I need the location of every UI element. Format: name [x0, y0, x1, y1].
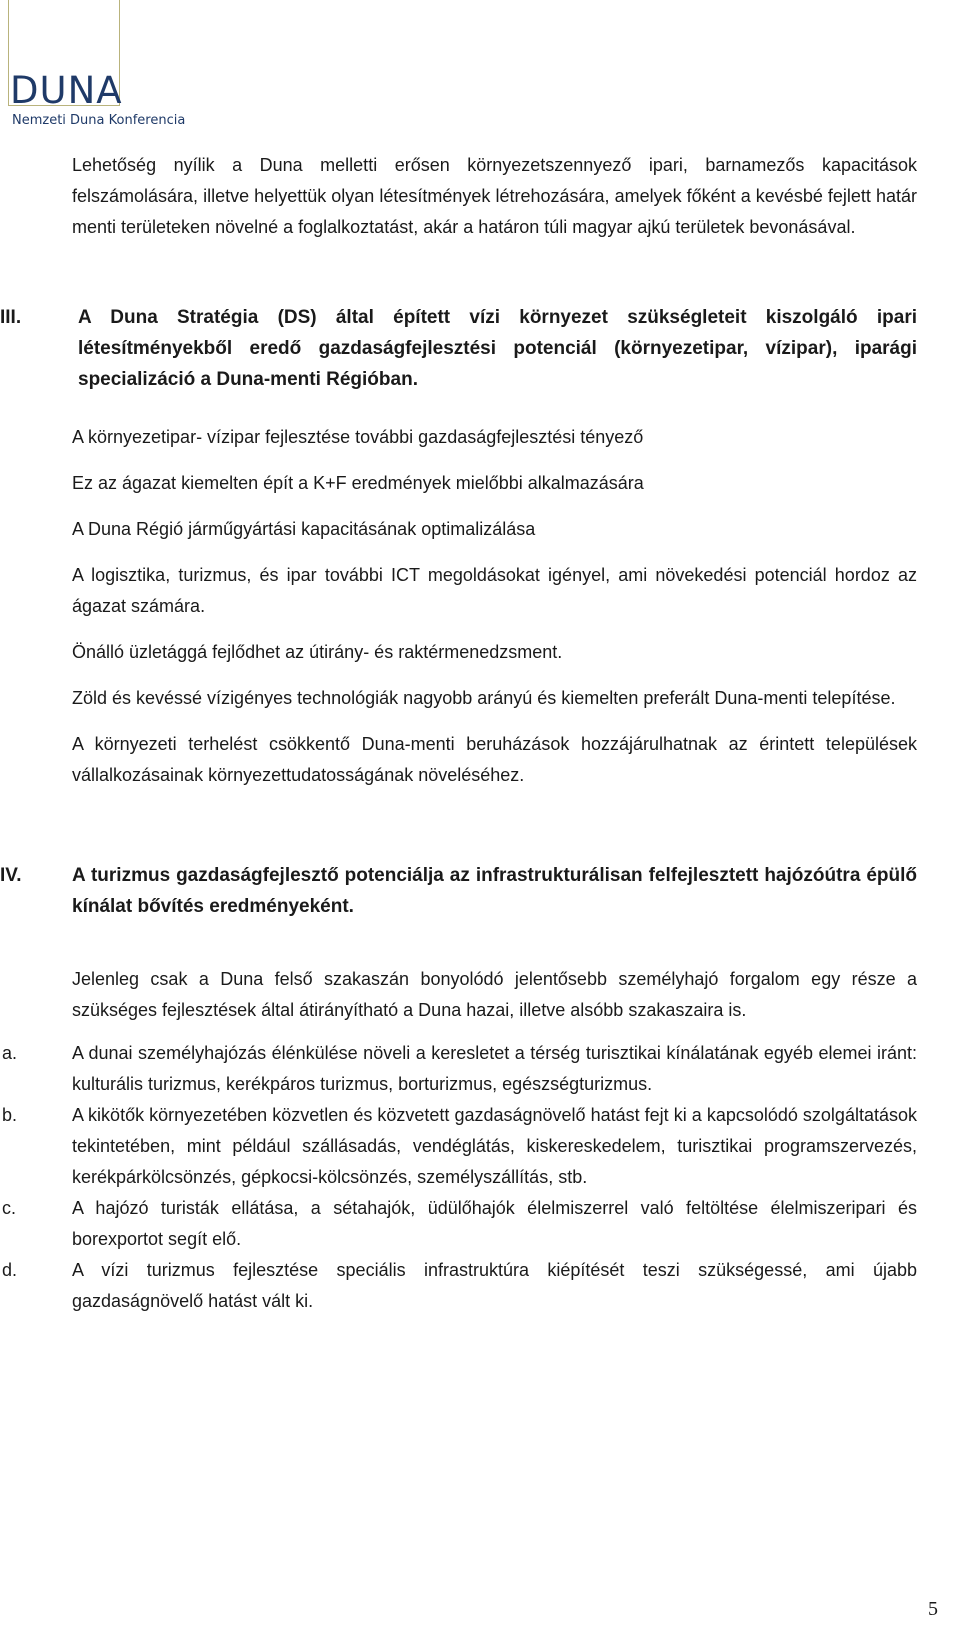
document-body: [0, 150, 917, 1317]
list-item: [2, 1193, 917, 1255]
list-letter: b.: [2, 1105, 18, 1125]
section-4-number: IV.: [0, 865, 22, 886]
list-text: A vízi turizmus fejlesztése speciális infrastruktúra kiépítését teszi szükségessé, ami újabb gazdaságnövelő hatást vált ki.: [72, 1260, 917, 1311]
list-item: [2, 1038, 917, 1100]
section-3-item: A környezeti terhelést csökkentő Duna-menti beruházások hozzájárulhatnak az érintett települések vállalkozásainak környezettudatosságának növeléséhez.: [72, 734, 917, 785]
section-4-title: A turizmus gazdaságfejlesztő potenciálja az infrastrukturálisan felfejlesztett hajózóútra épülő kínálat bővítés eredményeként.: [72, 865, 917, 917]
section-3-heading: [0, 302, 917, 395]
section-3-item: A logisztika, turizmus, és ipar további ICT megoldásokat igényel, ami növekedési potenciál hordoz az ágazat számára.: [72, 565, 917, 616]
list-item: [2, 1100, 917, 1193]
intro-paragraph: Lehetőség nyílik a Duna melletti erősen környezetszennyező ipari, barnamezős kapacitások felszámolására, illetve helyettük olyan létesítmények létrehozására, amelyek főként a kevésbé fejlett határ menti területeken növelné a foglalkoztatást, akár a határon túli magyar ajkú területek bevonásával.: [72, 155, 917, 237]
logo-subtitle: Nemzeti Duna Konferencia: [12, 113, 186, 128]
section-3-item: Ez az ágazat kiemelten épít a K+F eredmények mielőbbi alkalmazására: [72, 473, 644, 493]
list-text: A kikötők környezetében közvetlen és közvetett gazdaságnövelő hatást fejt ki a kapcsolódó szolgáltatások tekintetében, mint például szállásadás, vendéglátás, kiskereskedelem, turisztikai programszervezés, kerékpárkölcsönzés, gépkocsi-kölcsönzés, személyszállítás, stb.: [72, 1105, 917, 1187]
section-4-heading: [0, 860, 917, 922]
section-3-number: III.: [0, 307, 22, 328]
list-letter: d.: [2, 1260, 18, 1280]
page-number: 5: [928, 1598, 938, 1620]
logo-word: DUNA: [10, 69, 123, 112]
list-text: A dunai személyhajózás élénkülése növeli a keresletet a térség turisztikai kínálatának egyéb elemei iránt: kulturális turizmus, kerékpáros turizmus, borturizmus, egészségturizmus.: [72, 1043, 917, 1094]
section-3-item: A Duna Régió járműgyártási kapacitásának optimalizálása: [72, 519, 536, 539]
duna-logo: [8, 0, 191, 132]
section-3-title: A Duna Stratégia (DS) által épített vízi környezet szükségleteit kiszolgáló ipari létesítményekből eredő gazdaságfejlesztési potenciál (környezetipar, vízipar), iparági specializáció a Duna-menti Régióban.: [78, 307, 917, 390]
section-4-intro: Jelenleg csak a Duna felső szakaszán bonyolódó jelentősebb személyhajó forgalom egy része a szükséges fejlesztések által átirányítható a Duna hazai, illetve alsóbb szakaszaira is.: [72, 969, 917, 1020]
section-3-item: Zöld és kevéssé vízigényes technológiák nagyobb arányú és kiemelten preferált Duna-menti telepítése.: [72, 688, 896, 708]
list-item: [2, 1255, 917, 1317]
section-3-item: A környezetipar- vízipar fejlesztése további gazdaságfejlesztési tényező: [72, 427, 644, 447]
list-letter: a.: [2, 1043, 18, 1063]
list-text: A hajózó turisták ellátása, a sétahajók, üdülőhajók élelmiszerrel való feltöltése élelmiszeripari és borexportot segít elő.: [72, 1198, 917, 1249]
list-letter: c.: [2, 1198, 17, 1218]
section-3-item: Önálló üzletággá fejlődhet az útirány- és raktérmenedzsment.: [72, 642, 563, 662]
